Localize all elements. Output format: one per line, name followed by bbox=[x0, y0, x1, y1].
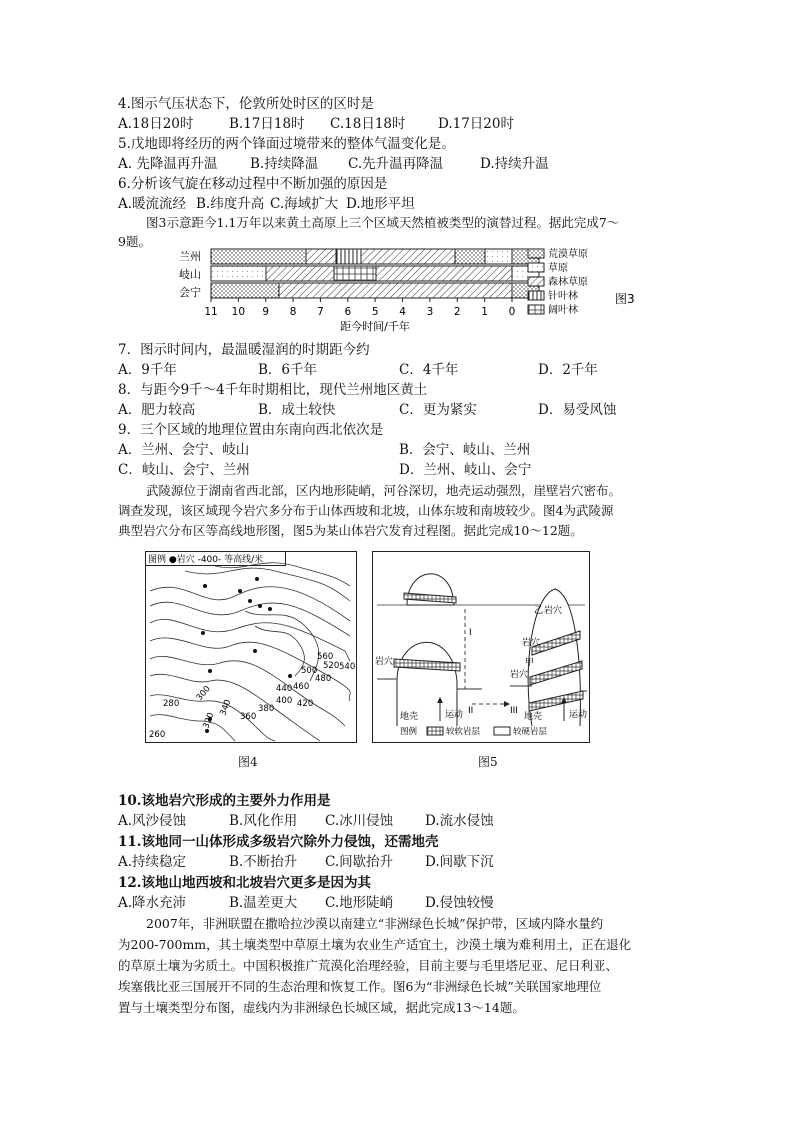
fig5-legend-title: 图例 bbox=[400, 727, 418, 737]
contour-label: 420 bbox=[297, 699, 314, 709]
legend-label: 针叶林 bbox=[548, 291, 578, 302]
intro13-line5: 置与土壤类型分布图，虚线内为非洲绿色长城区域，据此完成13～14题。 bbox=[118, 1000, 525, 1015]
fig3-tick-label: 2 bbox=[453, 306, 461, 318]
fig3-segment bbox=[455, 249, 485, 264]
q9-stem: 9．三个区域的地理位置由东南向西北依次是 bbox=[118, 422, 384, 438]
contour-label: 540 bbox=[339, 662, 356, 672]
fig3-tick-label: 9 bbox=[262, 306, 270, 318]
legend-swatch-desert bbox=[528, 249, 544, 258]
fig3-segment bbox=[334, 266, 376, 281]
intro13-line4: 埃塞俄比亚三国展开不同的生态治理和恢复工作。图6为“非洲绿色长城”关联国家地理位 bbox=[118, 979, 602, 994]
q7-option-d: D．2千年 bbox=[538, 362, 598, 378]
fig5-crust-label: 地壳 bbox=[524, 712, 543, 722]
fig5-stage-label: III bbox=[510, 706, 518, 716]
fig3-tick-label: 10 bbox=[231, 306, 246, 318]
q12-option-d: D.侵蚀较慢 bbox=[425, 895, 494, 911]
legend-swatch-forest-grass bbox=[528, 277, 544, 286]
fig3-tick-label: 6 bbox=[344, 306, 352, 318]
fig3-row-label: 岐山 bbox=[179, 268, 201, 281]
intro13-line2: 为200-700mm，其土壤类型中草原土壤为农业生产适宜土，沙漠土壤为难利用土，正在退化 bbox=[118, 937, 632, 952]
intro13-line1: 2007年，非洲联盟在撒哈拉沙漠以南建立“非洲绿色长城”保护带，区域内降水量约 bbox=[146, 916, 604, 931]
contour-label: 480 bbox=[315, 674, 332, 684]
q7-option-b: B．6千年 bbox=[258, 362, 318, 378]
q12-option-c: C.地形陡峭 bbox=[325, 895, 394, 911]
q7-option-a: A．9千年 bbox=[118, 362, 177, 378]
q10-stem: 10.该地岩穴形成的主要外力作用是 bbox=[118, 793, 331, 809]
fig3-segment bbox=[211, 266, 266, 281]
fig3-segment bbox=[211, 249, 306, 264]
fig3-tick-label: 7 bbox=[317, 306, 324, 318]
fig3-xlabel: 距今时间/千年 bbox=[340, 320, 410, 333]
q6-option-b: B.纬度升高 bbox=[196, 196, 265, 212]
q8-option-c: C．更为紧实 bbox=[399, 402, 477, 418]
contour-label: 360 bbox=[240, 712, 257, 722]
figure-3-chart bbox=[175, 244, 655, 336]
fig5-stage-label: I bbox=[469, 628, 472, 638]
legend-label: 阔叶林 bbox=[548, 305, 578, 316]
contour-label: 560 bbox=[317, 652, 334, 662]
fig5-cave-label: 岩穴 bbox=[375, 657, 394, 667]
q12-option-b: B.温差更大 bbox=[229, 895, 298, 911]
q12-stem: 12.该地山地西坡和北坡岩穴更多是因为其 bbox=[118, 875, 371, 891]
contour-label: 260 bbox=[149, 730, 166, 740]
fig3-segment bbox=[306, 249, 336, 264]
contour-label: 440 bbox=[276, 684, 293, 694]
contour-label: 460 bbox=[293, 682, 310, 692]
q6-option-a: A.暖流流经 bbox=[118, 196, 187, 212]
q11-option-d: D.间歇下沉 bbox=[425, 854, 494, 870]
q9-option-c: C．岐山、会宁、兰州 bbox=[118, 462, 250, 478]
legend-label: 森林草原 bbox=[548, 277, 588, 288]
q8-option-b: B．成土较快 bbox=[258, 402, 336, 418]
q10-option-c: C.冰川侵蚀 bbox=[325, 813, 394, 829]
q6-option-c: C.海域扩大 bbox=[270, 196, 339, 212]
q6-stem: 6.分析该气旋在移动过程中不断加强的原因是 bbox=[118, 176, 388, 192]
figure-4-contour-map bbox=[145, 551, 357, 743]
fig5-crust-label: 地壳 bbox=[400, 712, 419, 722]
q10-option-a: A.风沙侵蚀 bbox=[118, 813, 187, 829]
q4-option-c: C.18日18时 bbox=[330, 116, 406, 132]
q9-option-b: B．会宁、岐山、兰州 bbox=[399, 442, 531, 458]
q10-option-b: B.风化作用 bbox=[229, 813, 298, 829]
fig3-segment bbox=[279, 283, 512, 298]
contour-label: 280 bbox=[163, 699, 180, 709]
contour-label: 500 bbox=[301, 666, 318, 676]
fig3-tick-label: 5 bbox=[371, 306, 379, 318]
q5-option-c: C.先升温再降温 bbox=[348, 156, 444, 172]
fig5-motion-label: 运动 bbox=[569, 710, 588, 720]
fig5-legend-soft: 较软岩层 bbox=[446, 727, 481, 737]
q5-option-a: A. 先降温再升温 bbox=[118, 156, 218, 172]
q11-stem: 11.该地同一山体形成多级岩穴除外力侵蚀，还需地壳 bbox=[118, 834, 439, 850]
contour-label: 300 bbox=[194, 684, 213, 703]
contour-label: 320 bbox=[201, 711, 217, 731]
intro10-line2: 调查发现，该区域现今岩穴多分布于山体西坡和北坡，山体东坡和南坡较少。图4为武陵源 bbox=[118, 503, 614, 518]
q8-option-d: D．易受风蚀 bbox=[538, 402, 617, 418]
fig5-yi-label: 乙 bbox=[534, 606, 544, 616]
intro10-line3: 典型岩穴分布区等高线地形图，图5为某山体岩穴发育过程图。据此完成10～12题。 bbox=[118, 523, 583, 538]
fig5-motion-label: 运动 bbox=[445, 710, 464, 720]
fig5-cave-label: 岩穴 bbox=[522, 638, 541, 648]
fig3-tick-label: 3 bbox=[426, 306, 434, 318]
q11-option-c: C.间歇抬升 bbox=[325, 854, 394, 870]
contour-label: 520 bbox=[323, 661, 340, 671]
fig3-segment bbox=[266, 266, 334, 281]
legend-label: 荒漠草原 bbox=[548, 249, 588, 260]
contour-label: 380 bbox=[258, 704, 275, 714]
q4-option-b: B.17日18时 bbox=[229, 116, 305, 132]
fig3-tick-label: 4 bbox=[399, 306, 406, 318]
q12-option-a: A.降水充沛 bbox=[118, 895, 187, 911]
fig5-cave-label: 岩穴 bbox=[510, 670, 529, 680]
legend-swatch-broadleaf bbox=[528, 305, 544, 314]
q4-option-d: D.17日20时 bbox=[438, 116, 514, 132]
fig3-tick-label: 1 bbox=[481, 306, 488, 318]
q5-option-d: D.持续升温 bbox=[480, 156, 549, 172]
q9-option-d: D．兰州、岐山、会宁 bbox=[399, 462, 532, 478]
fig5-jia-label: 甲 bbox=[525, 658, 535, 668]
fig3-tick-label: 11 bbox=[204, 306, 218, 318]
fig4-legend: 图例 ●岩穴 -400- 等高线/米 bbox=[148, 555, 264, 565]
legend-swatch-grass bbox=[528, 263, 544, 272]
q6-option-d: D.地形平坦 bbox=[346, 196, 415, 212]
fig3-tick-label: 8 bbox=[289, 306, 297, 318]
fig5-legend-hard: 较硬岩层 bbox=[513, 727, 548, 737]
fig5-stage-label: II bbox=[468, 706, 474, 716]
fig3-segment bbox=[485, 249, 512, 264]
fig3-segment bbox=[376, 266, 512, 281]
q9-option-a: A．兰州、会宁、岐山 bbox=[118, 442, 250, 458]
figure-5-cave-diagram bbox=[372, 551, 590, 743]
q4-option-a: A.18日20时 bbox=[118, 116, 194, 132]
intro3-line1: 图3示意距今1.1万年以来黄土高原上三个区域天然植被类型的演替过程。据此完成7～ bbox=[146, 215, 620, 230]
q11-option-b: B.不断抬升 bbox=[229, 854, 298, 870]
q10-option-d: D.流水侵蚀 bbox=[425, 813, 494, 829]
q11-option-a: A.持续稳定 bbox=[118, 854, 187, 870]
fig5-caption: 图5 bbox=[478, 755, 498, 769]
q8-option-a: A．肥力较高 bbox=[118, 402, 196, 418]
intro10-line1: 武陵源位于湖南省西北部，区内地形陡峭，河谷深切，地壳运动强烈，崖壁岩穴密布。 bbox=[146, 483, 622, 498]
q7-stem: 7．图示时间内，最温暖湿润的时期距今约 bbox=[118, 342, 370, 358]
fig3-row-label: 会宁 bbox=[179, 286, 201, 299]
fig3-segment bbox=[361, 249, 455, 264]
fig3-segment bbox=[336, 249, 361, 264]
intro13-line3: 的草原土壤为劣质土。中国积极推广荒漠化治理经验，目前主要与毛里塔尼亚、尼日利亚、 bbox=[118, 958, 619, 973]
fig3-segment bbox=[211, 283, 279, 298]
fig3-row-label: 兰州 bbox=[179, 250, 201, 263]
q5-stem: 5.戊地即将经历的两个锋面过境带来的整体气温变化是。 bbox=[118, 136, 455, 152]
legend-swatch-conifer bbox=[528, 291, 544, 300]
fig4-caption: 图4 bbox=[238, 755, 258, 769]
q4-stem: 4.图示气压状态下，伦敦所处时区的区时是 bbox=[118, 96, 374, 112]
q8-stem: 8．与距今9千～4千年时期相比，现代兰州地区黄土 bbox=[118, 382, 428, 398]
legend-label: 草原 bbox=[548, 263, 568, 274]
fig3-caption: 图3 bbox=[615, 292, 635, 306]
contour-label: 340 bbox=[218, 698, 234, 718]
fig3-tick-label: 0 bbox=[508, 306, 516, 318]
fig5-cave-label: 岩穴 bbox=[544, 606, 563, 616]
contour-label: 400 bbox=[276, 696, 293, 706]
q7-option-c: C．4千年 bbox=[399, 362, 459, 378]
intro3-line2: 9题。 bbox=[118, 234, 151, 249]
q5-option-b: B.持续降温 bbox=[250, 156, 319, 172]
